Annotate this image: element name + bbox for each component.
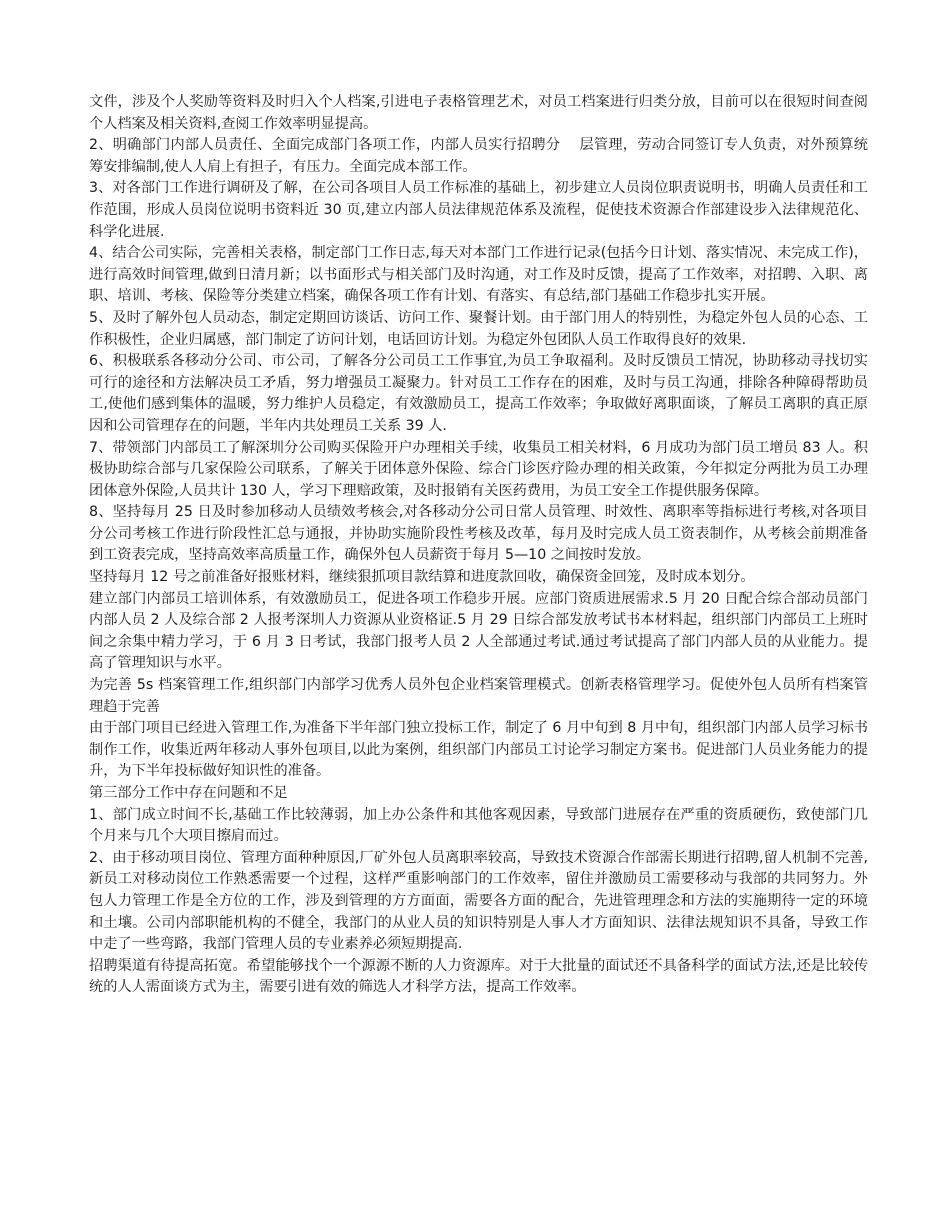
paragraph-5s-archives: 为完善 5s 档案管理工作,组织部门内部学习优秀人员外包企业档案管理模式。创新表格管理学习。促使外包人员所有档案管理趋于完善 xyxy=(89,677,868,715)
paragraph-archive-management: 文件，涉及个人奖励等资料及时归入个人档案,引进电子表格管理艺术，对员工档案进行归类分放，目前可以在很短时间查阅个人档案及相关资料,查阅工作效率明显提高。 xyxy=(89,94,868,132)
paragraph-item-6: 6、积极联系各移动分公司、市公司，了解各分公司员工工作事宜,为员工争取福利。及时反馈员工情况，协助移动寻找切实可行的途径和方法解决员工矛盾，努力增强员工凝聚力。针对员工工作存在的困难，及时与员工沟通，排除各种障碍帮助员工,使他们感到集体的温暖，努力维护人员稳定，有效激励员工，提高工作效率；争取做好离职面谈，了解员工离职的真正原因和公司管理存在的问题，半年内共处理员工关系 39 人. xyxy=(89,353,868,434)
paragraph-reimbursement: 坚持每月 12 号之前准备好报账材料，继续狠抓项目款结算和进度款回收，确保资金回笼，及时成本划分。 xyxy=(89,569,755,586)
paragraph-item-3: 3、对各部门工作进行调研及了解，在公司各项目人员工作标准的基础上，初步建立人员岗位职责说明书，明确人员责任和工作范围，形成人员岗位说明书资料近 30 页,建立内部人员法律规范体系及流程，促使技术资源合作部建设步入法律规范化、科学化进展. xyxy=(89,180,868,240)
paragraph-recruitment-channels: 招聘渠道有待提高拓宽。希望能够找个一个源源不断的人力资源库。对于大批量的面试还不具备科学的面试方法,还是比较传统的人人需面谈方式为主，需要引进有效的筛选人才科学方法，提高工作效率。 xyxy=(89,957,868,996)
paragraph-problem-2: 2、由于移动项目岗位、管理方面种种原因,厂矿外包人员离职率较高，导致技术资源合作部需长期进行招聘,留人机制不完善,新员工对移动岗位工作熟悉需要一个过程，这样严重影响部门的工作效率，留住并激励员工需要移动与我部的共同努力。外包人力管理工作是全方位的工作，涉及到管理的方方面面，需要各方面的配合，先进管理理念和方法的实施期待一定的环境和土壤。公司内部职能机构的不健全，我部门的从业人员的知识特别是人事人才方面知识、法律法规知识不具备，导致工作中走了一些弯路，我部门管理人员的专业素养必须短期提高. xyxy=(89,849,868,953)
paragraph-bidding: 由于部门项目已经进入管理工作,为准备下半年部门独立投标工作，制定了 6 月中旬到 8 月中旬，组织部门内部人员学习标书制作工作，收集近两年移动人事外包项目,以此为案例，组织部门内部员工讨论学习制定方案书。促进部门人员业务能力的提升，为下半年投标做好知识性的准备。 xyxy=(89,720,868,780)
paragraph-item-7: 7、带领部门内部员工了解深圳分公司购买保险开户办理相关手续，收集员工相关材料，6 月成功为部门员工增员 83 人。积极协助综合部与几家保险公司联系，了解关于团体意外保险、综合门诊医疗险办理的相关政策，今年拟定分两批为员工办理团体意外保险,人员共计 130 人，学习下理赔政策，及时报销有关医药费用，为员工安全工作提供服务保障。 xyxy=(89,439,868,499)
document-body xyxy=(89,92,868,999)
paragraph-item-5: 5、及时了解外包人员动态，制定定期回访谈话、访问工作、聚餐计划。由于部门用人的特别性，为稳定外包人员的心态、工作积极性，企业归属感，部门制定了访问计划，电话回访计划。为稳定外包团队人员工作取得良好的效果. xyxy=(89,309,868,348)
section-heading-part-three: 第三部分工作中存在问题和不足 xyxy=(89,785,288,801)
paragraph-problem-1: 1、部门成立时间不长,基础工作比较薄弱，加上办公条件和其他客观因素，导致部门进展存在严重的资质硬伤，致使部门几个月来与几个大项目擦肩而过。 xyxy=(89,806,868,845)
paragraph-item-8: 8、坚持每月 25 日及时参加移动人员绩效考核会,对各移动分公司日常人员管理、时效性、离职率等指标进行考核,对各项目分公司考核工作进行阶段性汇总与通报，并协助实施阶段性考核及改革，每月及时完成人员工资表制作，从考核会前期准备到工资表完成，坚持高效率高质量工作，确保外包人员薪资于每月 5—10 之间按时发放。 xyxy=(89,504,868,564)
paragraph-item-4: 4、结合公司实际，完善相关表格，制定部门工作日志,每天对本部门工作进行记录(包括今日计划、落实情况、未完成工作)，进行高效时间管理,做到日清月新；以书面形式与相关部门及时沟通，对工作及时反馈，提高了工作效率，对招聘、入职、离职、培训、考核、保险等分类建立档案，确保各项工作有计划、有落实、有总结,部门基础工作稳步扎实开展。 xyxy=(89,245,868,305)
paragraph-training: 建立部门内部员工培训体系，有效激励员工，促进各项工作稳步开展。应部门资质进展需求.5 月 20 日配合综合部动员部门内部人员 2 人及综合部 2 人报考深圳人力资源从业资格证.5 月 29 日综合部发放考试书本材料起，组织部门内部员工上班时间之余集中精力学习，于 6 月 3 日考试，我部门报考人员 2 人全部通过考试.通过考试提高了部门内部人员的从业能力。提高了管理知识与水平。 xyxy=(89,590,868,672)
paragraph-item-2: 2、明确部门内部人员责任、全面完成部门各项工作，内部人员实行招聘分 层管理，劳动合同签订专人负责，对外预算统筹安排编制,使人人肩上有担子，有压力。全面完成本部工作。 xyxy=(89,137,868,175)
